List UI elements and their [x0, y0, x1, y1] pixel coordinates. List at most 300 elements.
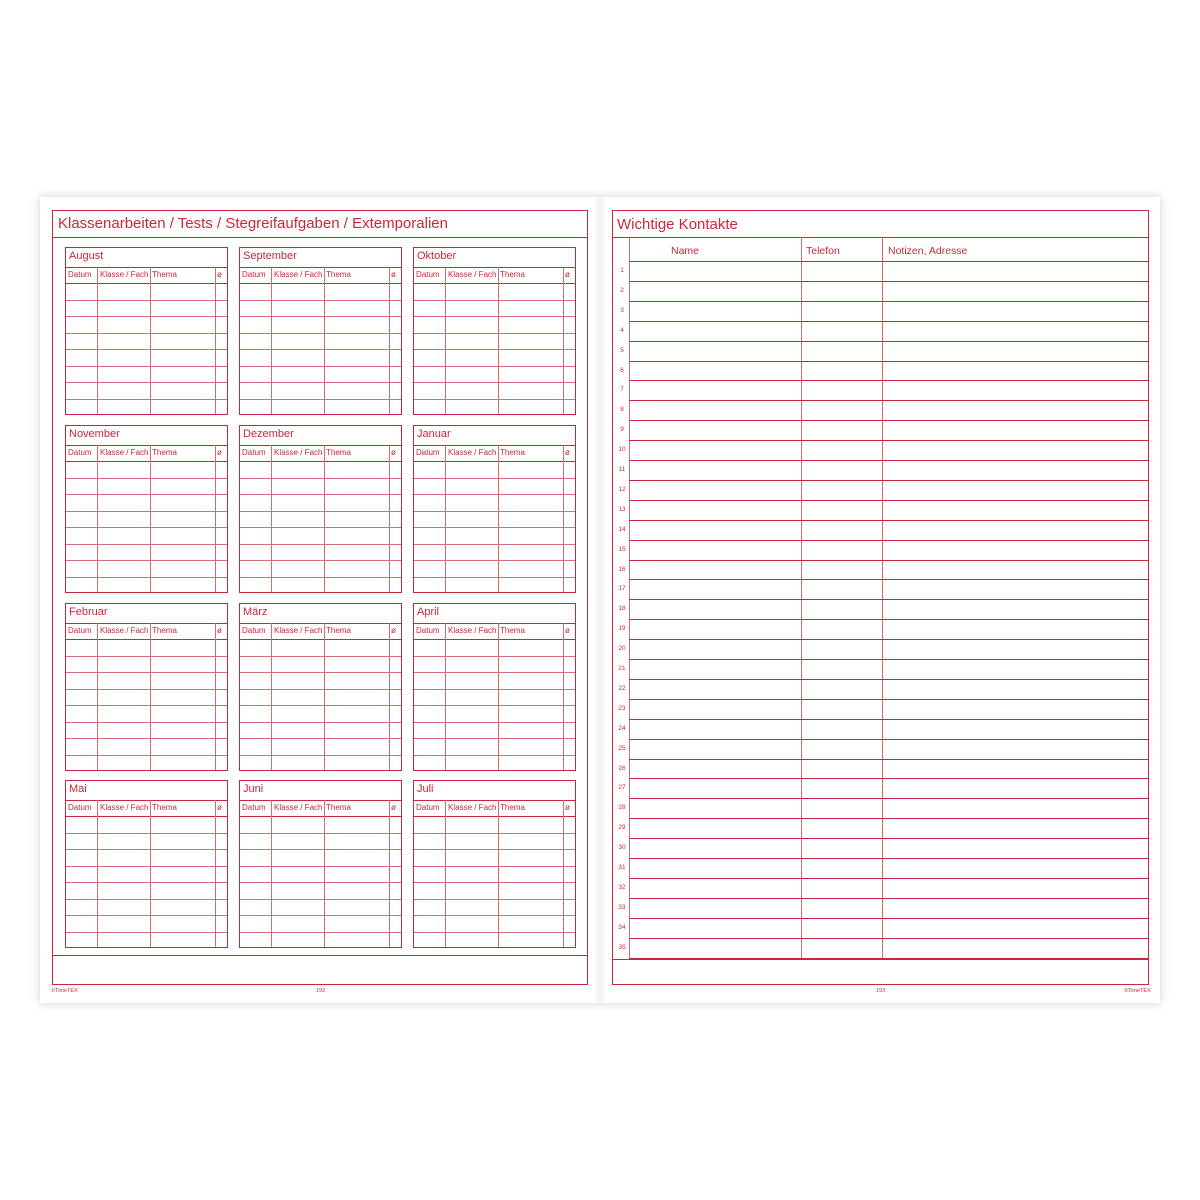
entry-row-rule [240, 511, 401, 512]
row-number: 14 [618, 525, 626, 533]
row-number: 29 [618, 824, 626, 832]
entry-row-rule [414, 511, 575, 512]
column-header: ø [565, 270, 570, 279]
month-table-7 [239, 603, 402, 771]
row-number: 30 [618, 844, 626, 852]
contact-column-header: Notizen, Adresse [888, 245, 968, 257]
row-number: 22 [618, 684, 626, 692]
entry-row-rule [240, 899, 401, 900]
contact-row-rule [629, 938, 1149, 939]
contact-row-rule [629, 898, 1149, 899]
entry-row-rule [414, 494, 575, 495]
month-header-rule [240, 445, 401, 446]
contact-row-rule [629, 818, 1149, 819]
contact-row-rule [629, 918, 1149, 919]
column-divider [445, 623, 446, 770]
month-header-rule [414, 267, 575, 268]
contact-row-rule [629, 281, 1149, 282]
column-divider [389, 623, 390, 770]
column-header: Thema [500, 270, 525, 279]
contact-row-rule [629, 341, 1149, 342]
row-number: 15 [618, 545, 626, 553]
contact-row-rule [629, 520, 1149, 521]
row-number: 2 [620, 286, 624, 294]
column-header: Thema [152, 270, 177, 279]
row-number: 17 [618, 585, 626, 593]
column-header: Datum [416, 626, 440, 635]
contact-row-rule [629, 420, 1149, 421]
row-number: 33 [618, 903, 626, 911]
left-page-number: 192 [316, 988, 326, 994]
contact-row-rule [629, 500, 1149, 501]
entry-row-rule [66, 656, 227, 657]
column-header: Datum [242, 270, 266, 279]
left-page-title: Klassenarbeiten / Tests / Stegreifaufgaben / Extemporalien [58, 215, 448, 232]
column-header: Thema [500, 803, 525, 812]
column-divider [150, 267, 151, 414]
contact-column-divider [801, 237, 802, 958]
contact-row-rule [629, 679, 1149, 680]
entry-row-rule [66, 300, 227, 301]
entry-row-rule [240, 932, 401, 933]
month-table-11 [413, 780, 576, 948]
column-header: Datum [416, 448, 440, 457]
entry-row-rule [240, 577, 401, 578]
row-number: 7 [620, 386, 624, 394]
column-divider [324, 267, 325, 414]
column-header: Thema [152, 803, 177, 812]
column-header: Thema [152, 448, 177, 457]
entry-row-rule [240, 316, 401, 317]
contact-row-rule [629, 400, 1149, 401]
entry-row-rule [240, 722, 401, 723]
entry-row-rule [414, 527, 575, 528]
entry-row-rule [414, 399, 575, 400]
entry-row-rule [414, 882, 575, 883]
entry-row-rule [414, 366, 575, 367]
column-divider [215, 445, 216, 592]
column-header-rule [66, 461, 227, 462]
entry-row-rule [240, 738, 401, 739]
column-header: Klasse / Fach [274, 448, 323, 457]
month-name: Juli [417, 783, 434, 795]
column-header-rule [240, 639, 401, 640]
right-copyright: ©TimeTEX [1124, 988, 1151, 994]
column-header: ø [217, 448, 222, 457]
column-header: Datum [68, 626, 92, 635]
column-divider [150, 800, 151, 947]
column-header: Klasse / Fach [274, 270, 323, 279]
row-number: 23 [618, 704, 626, 712]
entry-row-rule [240, 478, 401, 479]
column-header: Klasse / Fach [448, 448, 497, 457]
entry-row-rule [66, 511, 227, 512]
entry-row-rule [414, 478, 575, 479]
row-number: 34 [618, 923, 626, 931]
column-divider [271, 623, 272, 770]
month-table-3 [65, 425, 228, 593]
month-name: August [69, 250, 104, 262]
column-header: ø [391, 448, 396, 457]
entry-row-rule [66, 689, 227, 690]
column-divider [498, 267, 499, 414]
column-divider [445, 800, 446, 947]
entry-row-rule [414, 722, 575, 723]
entry-row-rule [66, 705, 227, 706]
contact-column-header: Telefon [806, 245, 840, 257]
column-divider [389, 267, 390, 414]
month-table-8 [413, 603, 576, 771]
row-number: 13 [618, 505, 626, 513]
contact-row-rule [629, 639, 1149, 640]
column-divider [215, 800, 216, 947]
right-page [603, 197, 1160, 1003]
column-header: Klasse / Fach [448, 626, 497, 635]
column-divider [215, 623, 216, 770]
contact-row-rule [629, 759, 1149, 760]
column-header-rule [414, 639, 575, 640]
contact-row-rule [629, 619, 1149, 620]
column-divider [389, 445, 390, 592]
entry-row-rule [66, 494, 227, 495]
month-header-rule [66, 267, 227, 268]
month-header-rule [414, 445, 575, 446]
row-number: 20 [618, 645, 626, 653]
column-header-rule [240, 461, 401, 462]
month-name: März [243, 606, 268, 618]
entry-row-rule [66, 316, 227, 317]
entry-row-rule [66, 882, 227, 883]
row-number: 32 [618, 883, 626, 891]
column-header: ø [217, 803, 222, 812]
entry-row-rule [66, 833, 227, 834]
entry-row-rule [66, 755, 227, 756]
column-header: Datum [68, 803, 92, 812]
entry-row-rule [414, 689, 575, 690]
column-divider [150, 623, 151, 770]
entry-row-rule [66, 899, 227, 900]
column-header: Klasse / Fach [100, 270, 149, 279]
column-header: Datum [416, 803, 440, 812]
entry-row-rule [66, 560, 227, 561]
month-table-9 [65, 780, 228, 948]
column-divider [150, 445, 151, 592]
column-header: Klasse / Fach [100, 448, 149, 457]
column-header: Thema [152, 626, 177, 635]
left-title-rule [52, 237, 588, 238]
month-table-5 [413, 425, 576, 593]
column-divider [97, 445, 98, 592]
column-divider [271, 800, 272, 947]
month-table-2 [413, 247, 576, 415]
entry-row-rule [414, 932, 575, 933]
entry-row-rule [414, 333, 575, 334]
row-number: 1 [620, 267, 624, 274]
entry-row-rule [414, 833, 575, 834]
right-page-frame [612, 210, 1149, 985]
entry-row-rule [240, 382, 401, 383]
contact-column-divider [629, 237, 630, 958]
column-divider [389, 800, 390, 947]
entry-row-rule [414, 560, 575, 561]
entry-row-rule [240, 915, 401, 916]
contact-column-divider [882, 237, 883, 958]
month-name: Dezember [243, 428, 294, 440]
column-header: ø [217, 270, 222, 279]
contact-row-rule [629, 560, 1149, 561]
month-name: November [69, 428, 120, 440]
entry-row-rule [414, 316, 575, 317]
entry-row-rule [240, 527, 401, 528]
column-divider [498, 623, 499, 770]
contact-row-rule [629, 858, 1149, 859]
contact-row-rule [629, 440, 1149, 441]
column-header: Klasse / Fach [448, 270, 497, 279]
entry-row-rule [66, 849, 227, 850]
month-table-10 [239, 780, 402, 948]
entry-row-rule [414, 349, 575, 350]
entry-row-rule [66, 366, 227, 367]
month-header-rule [66, 445, 227, 446]
contact-header-rule [629, 261, 1149, 262]
entry-row-rule [240, 689, 401, 690]
column-header: ø [565, 448, 570, 457]
contact-row-rule [629, 301, 1149, 302]
column-header: ø [391, 270, 396, 279]
left-copyright: ©TimeTEX [51, 988, 78, 994]
row-number: 16 [618, 565, 626, 573]
contact-column-header: Name [671, 245, 700, 257]
right-page-title: Wichtige Kontakte [617, 216, 738, 233]
entry-row-rule [66, 932, 227, 933]
column-divider [563, 623, 564, 770]
column-header: Datum [242, 448, 266, 457]
month-name: Januar [417, 428, 451, 440]
entry-row-rule [414, 656, 575, 657]
row-number: 27 [618, 784, 626, 792]
month-header-rule [240, 267, 401, 268]
month-header-rule [414, 623, 575, 624]
column-header: Klasse / Fach [274, 626, 323, 635]
contact-row-rule [629, 778, 1149, 779]
column-header: ø [391, 626, 396, 635]
column-header-rule [66, 283, 227, 284]
row-number: 10 [618, 446, 626, 454]
month-name: Februar [69, 606, 108, 618]
contact-row-rule [629, 321, 1149, 322]
row-number: 21 [618, 665, 626, 672]
month-name: September [243, 250, 297, 262]
column-header-rule [66, 639, 227, 640]
row-number: 11 [618, 466, 626, 473]
column-header: Datum [68, 448, 92, 457]
month-header-rule [414, 800, 575, 801]
contact-row-rule [629, 719, 1149, 720]
entry-row-rule [414, 866, 575, 867]
entry-row-rule [66, 544, 227, 545]
entry-row-rule [240, 882, 401, 883]
entry-row-rule [240, 755, 401, 756]
column-header: Thema [326, 626, 351, 635]
month-header-rule [66, 800, 227, 801]
contact-row-rule [629, 739, 1149, 740]
row-number: 19 [618, 625, 626, 633]
entry-row-rule [66, 478, 227, 479]
column-header-rule [414, 461, 575, 462]
row-number: 6 [620, 366, 624, 374]
row-number: 8 [620, 406, 624, 414]
column-header: Thema [326, 803, 351, 812]
entry-row-rule [240, 544, 401, 545]
month-name: Juni [243, 783, 264, 795]
month-table-6 [65, 603, 228, 771]
column-divider [563, 800, 564, 947]
row-number: 35 [618, 943, 626, 951]
month-name: Oktober [417, 250, 457, 262]
left-page [40, 197, 597, 1003]
contact-row-rule [629, 460, 1149, 461]
entry-row-rule [66, 722, 227, 723]
column-header-rule [66, 816, 227, 817]
month-table-4 [239, 425, 402, 593]
right-page-number: 193 [876, 988, 886, 994]
column-divider [215, 267, 216, 414]
column-header: Thema [326, 270, 351, 279]
month-name: Mai [69, 783, 87, 795]
entry-row-rule [414, 899, 575, 900]
column-divider [324, 445, 325, 592]
entry-row-rule [240, 399, 401, 400]
entry-row-rule [240, 349, 401, 350]
entry-row-rule [414, 672, 575, 673]
right-footer-rule [612, 959, 1149, 960]
month-name: April [417, 606, 440, 618]
entry-row-rule [66, 577, 227, 578]
column-header: ø [391, 803, 396, 812]
column-header-rule [414, 816, 575, 817]
column-header: Datum [68, 270, 92, 279]
column-header: Datum [242, 803, 266, 812]
entry-row-rule [414, 577, 575, 578]
entry-row-rule [414, 705, 575, 706]
month-table-0 [65, 247, 228, 415]
row-number: 25 [618, 744, 626, 752]
contact-row-rule [629, 380, 1149, 381]
row-number: 12 [618, 485, 626, 493]
column-header: ø [565, 626, 570, 635]
column-divider [97, 800, 98, 947]
month-header-rule [66, 623, 227, 624]
contact-row-rule [629, 540, 1149, 541]
contact-row-rule [629, 878, 1149, 879]
row-number: 24 [618, 724, 626, 732]
entry-row-rule [66, 399, 227, 400]
entry-row-rule [414, 849, 575, 850]
column-header: Thema [500, 448, 525, 457]
column-header: Datum [242, 626, 266, 635]
column-divider [271, 445, 272, 592]
column-header: Datum [416, 270, 440, 279]
entry-row-rule [414, 544, 575, 545]
contact-row-rule [629, 798, 1149, 799]
column-divider [498, 800, 499, 947]
row-number: 31 [618, 864, 626, 871]
row-number: 26 [618, 764, 626, 772]
entry-row-rule [414, 738, 575, 739]
entry-row-rule [240, 333, 401, 334]
contact-row-rule [629, 361, 1149, 362]
left-footer-rule [52, 955, 588, 956]
contact-row-rule [629, 838, 1149, 839]
column-header: ø [565, 803, 570, 812]
month-header-rule [240, 623, 401, 624]
contact-row-rule [629, 480, 1149, 481]
entry-row-rule [240, 366, 401, 367]
month-header-rule [240, 800, 401, 801]
entry-row-rule [240, 300, 401, 301]
column-divider [445, 267, 446, 414]
entry-row-rule [240, 705, 401, 706]
column-header: Klasse / Fach [274, 803, 323, 812]
column-header-rule [414, 283, 575, 284]
entry-row-rule [66, 382, 227, 383]
column-divider [563, 445, 564, 592]
entry-row-rule [240, 560, 401, 561]
entry-row-rule [66, 866, 227, 867]
entry-row-rule [414, 755, 575, 756]
column-divider [324, 800, 325, 947]
contact-row-rule [629, 599, 1149, 600]
column-header: Thema [500, 626, 525, 635]
entry-row-rule [240, 833, 401, 834]
right-title-rule [612, 237, 1149, 238]
entry-row-rule [240, 494, 401, 495]
month-table-1 [239, 247, 402, 415]
entry-row-rule [66, 333, 227, 334]
row-number: 5 [620, 346, 624, 354]
contact-row-rule [629, 699, 1149, 700]
column-header: Klasse / Fach [448, 803, 497, 812]
row-number: 18 [618, 605, 626, 613]
entry-row-rule [66, 738, 227, 739]
column-divider [324, 623, 325, 770]
entry-row-rule [66, 349, 227, 350]
entry-row-rule [66, 527, 227, 528]
column-header-rule [240, 283, 401, 284]
contact-row-rule [629, 579, 1149, 580]
entry-row-rule [240, 866, 401, 867]
row-number: 4 [620, 326, 624, 334]
column-divider [271, 267, 272, 414]
entry-row-rule [66, 672, 227, 673]
entry-row-rule [240, 656, 401, 657]
entry-row-rule [66, 915, 227, 916]
column-header: Klasse / Fach [100, 803, 149, 812]
row-number: 28 [618, 804, 626, 812]
entry-row-rule [414, 382, 575, 383]
contact-row-rule [629, 659, 1149, 660]
entry-row-rule [240, 849, 401, 850]
entry-row-rule [240, 672, 401, 673]
column-divider [97, 623, 98, 770]
entry-row-rule [414, 300, 575, 301]
row-number: 9 [620, 426, 624, 434]
column-divider [445, 445, 446, 592]
entry-row-rule [414, 915, 575, 916]
column-header: Klasse / Fach [100, 626, 149, 635]
column-header: Thema [326, 448, 351, 457]
column-divider [563, 267, 564, 414]
